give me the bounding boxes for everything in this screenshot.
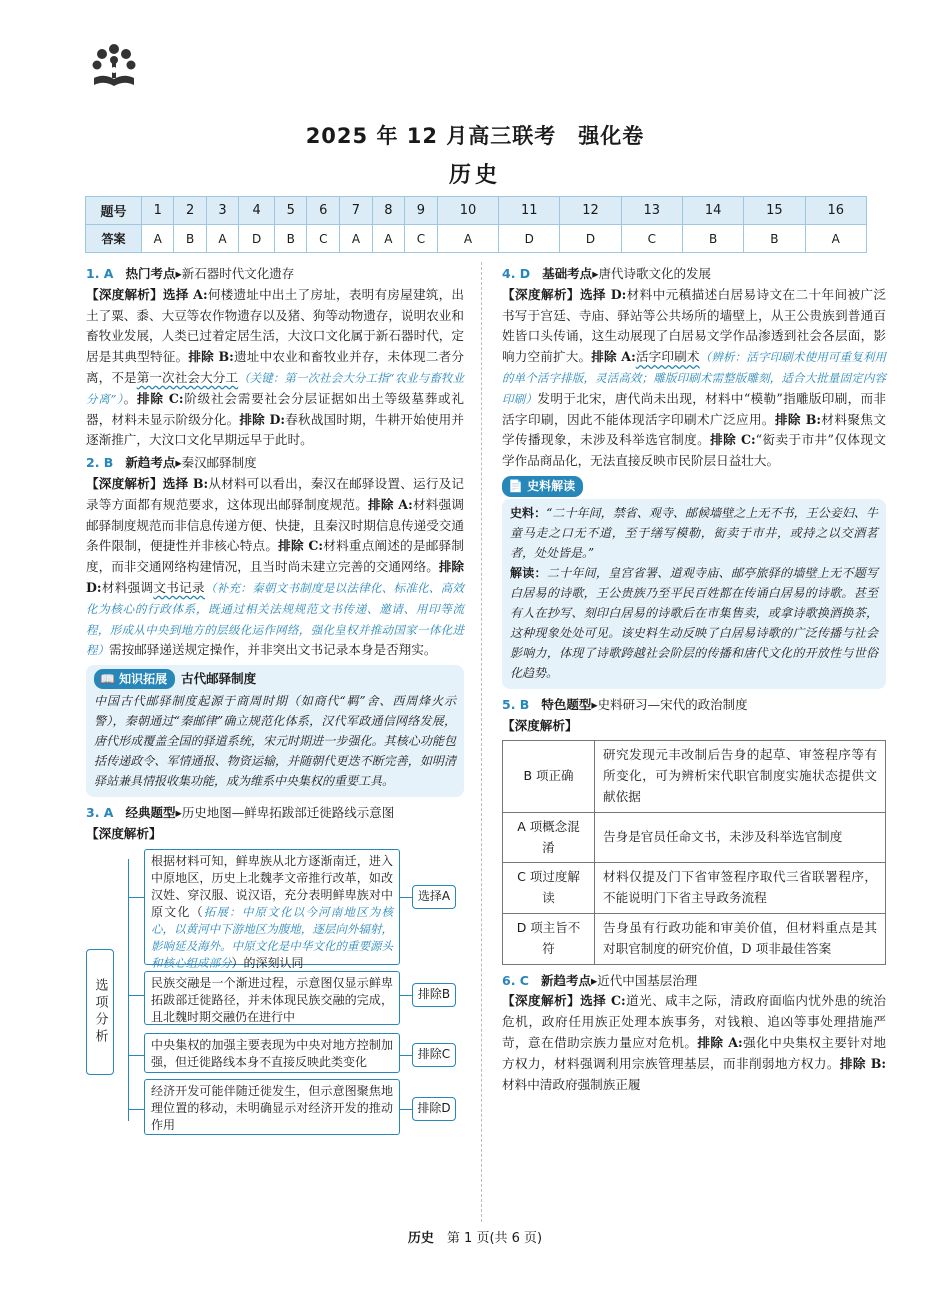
q1-tag: 热门考点 [125, 266, 176, 281]
q2-header [86, 453, 464, 474]
q2-text: 材料重点阐述的是邮驿制度，而非交通网络构建情况，且当时尚未建立完善的交通网络。 [86, 538, 465, 575]
exclude-b-tag: 排除B [412, 983, 456, 1007]
q5-header [502, 695, 886, 716]
choose-a-tag: 选择A [412, 885, 456, 909]
answer-cell: A [340, 225, 372, 253]
q1-text: 春秋战国时期，牛耕开始使用并逐渐推广，大汶口文化早期远早于此时。 [86, 411, 465, 448]
source-reading-tag-text: 史料解读 [527, 478, 576, 493]
answer-cell: B [744, 225, 805, 253]
question-number: 6 [307, 197, 340, 225]
question-number: 2 [174, 197, 206, 225]
q4-text: 发明于北宋，唐代尚未出现，材料中“模勒”指雕版印刷，而非活字印刷，因此不能体现活字印刷术广泛应用。 [502, 390, 886, 427]
q1-exclude-b: 排除 B: [188, 349, 234, 365]
left-column [86, 262, 464, 1141]
table-row [503, 863, 886, 914]
q4-text: 材料聚焦文学传播现象，未涉及科举选官制度。 [502, 411, 886, 448]
q2-keyword: 文书记录 [153, 579, 205, 595]
q4-keyword: 活字印刷术 [635, 349, 700, 365]
q3-label: 【深度解析】 [86, 825, 162, 841]
answer-table-answer-row [86, 225, 867, 253]
source-interpretation [510, 563, 878, 683]
q6-analysis [502, 991, 886, 1095]
q6-exclude-a: 排除 A: [697, 1034, 743, 1050]
table-row [503, 741, 886, 812]
answer-cell: B [174, 225, 206, 253]
diagram-branch [128, 1109, 144, 1110]
right-column [502, 262, 886, 1095]
q1-number: 1. A [86, 266, 114, 281]
interpretation-text: 二十年间，皇宫省署、道观寺庙、邮亭旅驿的墙壁上无不题写白居易的诗歌，王公贵族乃至平民百姓都在传诵白居易的诗歌。甚至有人在抄写、刻印白居易的诗歌后在市集售卖，或拿诗歌换酒换茶，这种现象处处可见。该史料生动反映了白居易诗歌的广泛传播与社会影响力，体现了诗歌跨越社会阶层的传播和唐代文化的开放性与世俗化趋势。 [510, 565, 878, 680]
answer-cell: D [239, 225, 275, 253]
arrow-right-icon: ▸ [590, 972, 598, 988]
diagram-branch [128, 1055, 144, 1056]
answer-cell: D [560, 225, 621, 253]
option-a-box [144, 849, 400, 970]
exclude-d-tag: 排除D [412, 1097, 456, 1121]
q1-exclude-d: 排除 D: [239, 411, 286, 427]
answer-cell: A [437, 225, 498, 253]
answer-cell: A [206, 225, 238, 253]
q4-number: 4. D [502, 266, 531, 281]
option-analysis-label: 选项分析 [86, 949, 114, 1075]
table-row [503, 812, 886, 863]
option-key: A 项概念混淆 [503, 812, 595, 863]
source-label: 史料： [510, 505, 547, 520]
row-header-number: 题号 [86, 197, 142, 225]
q2-text: 需按邮驿递送规定操作，并非突出文书记录本身是否翔实。 [109, 642, 437, 658]
arrow-right-icon: ▸ [591, 696, 598, 712]
option-explanation: 研究发现元丰改制后告身的起草、审签程序等有所变化，可为辨析宋代职官制度实施状态提供文献依据 [595, 741, 886, 812]
page-footer [0, 1227, 950, 1246]
page-title: 2025 年 12 月高三联考 强化卷 [305, 124, 645, 148]
q5-tag: 特色题型 [541, 696, 592, 712]
q3-topic: 历史地图—鲜卑拓跋部迁徙路线示意图 [181, 805, 395, 821]
q1-topic: 新石器时代文化遗存 [181, 266, 295, 281]
footer-subject: 历史 [407, 1231, 434, 1246]
source-reading-header [502, 476, 886, 497]
arrow-right-icon: ▸ [175, 805, 182, 821]
option-key: B 项正确 [503, 741, 595, 812]
q6-choice: 选择 C: [580, 993, 626, 1009]
question-number: 15 [744, 197, 805, 225]
option-c-box: 中央集权的加强主要表现为中央对地方控制加强，但迁徙路线本身不直接反映此类变化 [144, 1033, 400, 1073]
connector-line [400, 995, 412, 996]
q1-note: （关键：第一次社会大分工指“农业与畜牧业分离”） [86, 370, 465, 406]
q3-header [86, 803, 464, 824]
q1-text: 。 [123, 390, 138, 406]
q3-tag: 经典题型 [125, 805, 176, 821]
knowledge-extension-tag [94, 669, 175, 689]
q2-analysis [86, 474, 464, 661]
exclude-c-tag: 排除C [412, 1043, 456, 1067]
q5-label: 【深度解析】 [502, 717, 578, 733]
question-number: 10 [437, 197, 498, 225]
column-divider [481, 262, 482, 1222]
q4-text: 材料中元稹描述白居易诗文在二十年间被广泛书写于宫廷、寺庙、驿站等公共场所的墙壁上，从王公贵族到普通百姓皆口头传诵，这生动展现了白居易文学作品渗透到社会各层面，影响力空前扩大。 [502, 286, 887, 365]
q4-choice: 选择 D: [579, 286, 627, 302]
source-reading-tag [502, 476, 583, 497]
q3-option-diagram [86, 849, 464, 1141]
answer-table-number-row [86, 197, 867, 225]
question-number: 3 [206, 197, 238, 225]
subject-title: 历史 [448, 163, 501, 188]
q1-label: 【深度解析】 [86, 286, 163, 302]
q6-header [502, 971, 886, 992]
knowledge-extension-title: 古代邮驿制度 [181, 671, 257, 687]
q2-text: 材料强调邮驿制度规范而非信息传递方便、快捷，且秦汉时期信息传递受交通条件限制，便捷性并非核心特点。 [86, 496, 464, 554]
q1-header [86, 264, 464, 285]
q1-choice: 选择 A: [162, 286, 208, 302]
q2-topic: 秦汉邮驿制度 [181, 455, 257, 471]
q4-exclude-a: 排除 A: [591, 349, 636, 365]
question-number: 4 [239, 197, 275, 225]
answer-cell: B [682, 225, 743, 253]
table-row [503, 913, 886, 964]
q1-text: 何楼遗址中出土了房址，表明有房屋建筑，出土了粟、黍、大豆等农作物遗存以及猪、狗等动物遗存，说明农业和畜牧业发展，人类已过着定居生活，大汶口文化属于新石器时代，定居是其典型特征。 [86, 286, 464, 365]
document-icon: 📄 [508, 478, 523, 493]
q2-exclude-d: 排除 D: [86, 559, 465, 595]
q6-number: 6. C [502, 972, 529, 988]
q4-exclude-c: 排除 C: [710, 432, 756, 448]
option-a-text: 根据材料可知，鲜卑族从北方逐渐南迁，进入中原地区，历史上北魏孝文帝推行改革，如改汉姓、穿汉服、说汉语，充分表明鲜卑族对中原文化（ [151, 853, 393, 919]
connector-line [400, 897, 412, 898]
q2-label: 【深度解析】 [86, 475, 163, 491]
q4-label: 【深度解析】 [502, 286, 580, 302]
q5-option-table [502, 740, 886, 964]
q6-tag: 新趋考点 [540, 972, 591, 988]
q6-text: 强化中央集权主要针对地方权力，材料强调利用宗族管理基层，而非削弱地方权力。 [502, 1034, 886, 1071]
question-number: 14 [682, 197, 743, 225]
answer-cell: C [405, 225, 438, 253]
option-explanation: 告身是官员任命文书，未涉及科举选官制度 [595, 812, 886, 863]
q2-note: （补充：秦朝文书制度是以法律化、标准化、高效化为核心的行政体系，既通过相关法规规范文书传递、邀请、用印等流程，形成从中央到地方的层级化运作网络，强化皇权并推动国家一体化进程） [86, 580, 465, 658]
question-number: 8 [372, 197, 404, 225]
connector-line [400, 1055, 412, 1056]
q4-note: （辨析：活字印刷术使用可重复利用的单个活字排版，灵活高效；雕版印刷术需整版雕刻，适合大批量固定内容印刷） [502, 350, 887, 406]
answer-cell: A [142, 225, 174, 253]
option-b-box: 民族交融是一个渐进过程，示意图仅显示鲜卑拓跋部迁徙路径，并未体现民族交融的完成，且北魏时期交融仍在进行中 [144, 971, 400, 1025]
option-key: D 项主旨不符 [503, 913, 595, 964]
q2-exclude-a: 排除 A: [368, 496, 413, 512]
question-number: 1 [142, 197, 174, 225]
answer-cell: C [621, 225, 682, 253]
arrow-right-icon: ▸ [175, 455, 182, 471]
q4-analysis [502, 285, 886, 472]
source-text: “二十年间，禁省、观寺、邮候墙壁之上无不书，王公妾妇、牛童马走之口无不道，至于缮写模勒，衒卖于市井，或持之以交酒茗者，处处皆是。” [510, 505, 878, 560]
q3-number: 3. A [86, 805, 114, 821]
q1-exclude-c: 排除 C: [137, 390, 184, 406]
diagram-branch [128, 995, 144, 996]
answer-cell: B [275, 225, 307, 253]
option-explanation: 告身虽有行政功能和审美价值，但材料重点是其对职官制度的研究价值，D 项非最佳答案 [595, 913, 886, 964]
question-number: 7 [340, 197, 372, 225]
option-a-text: ）的深刻认同 [231, 955, 304, 970]
tree-book-logo-icon [88, 40, 140, 92]
arrow-right-icon: ▸ [175, 266, 182, 281]
book-icon: 📖 [100, 672, 115, 687]
q5-topic: 史料研习—宋代的政治制度 [597, 696, 748, 712]
question-number: 5 [275, 197, 307, 225]
knowledge-extension-text: 中国古代邮驿制度起源于商周时期（如商代“羁”舍、西周烽火示警），秦朝通过“秦邮律”确立规范化体系，汉代军政通信网络发展，唐代形成覆盖全国的驿道系统，宋元时期进一步强化。其核心功能包括传递政令、军情通报、物资运输，并随朝代更迭不断完善，如明清驿站兼具情报收集功能，成为维系中央集权的重要工具。 [94, 694, 456, 789]
diagram-branch [128, 897, 144, 898]
answer-cell: C [307, 225, 340, 253]
question-number: 12 [560, 197, 621, 225]
answer-cell: A [805, 225, 866, 253]
q5-number: 5. B [502, 696, 530, 712]
q4-header [502, 264, 886, 285]
q6-label: 【深度解析】 [502, 993, 581, 1009]
q6-text: 材料中清政府强制族正履 [502, 1076, 641, 1092]
q2-text: 从材料可以看出，秦汉在邮驿设置、运行及记录等方面都有规范要求，这体现出邮驿制度规范。 [86, 475, 465, 512]
answer-table [85, 196, 867, 253]
connector-line [400, 1109, 412, 1110]
question-number: 13 [621, 197, 682, 225]
interpretation-label: 解读： [510, 565, 547, 580]
option-a-note: 拓展：中原文化以今河南地区为核心，以黄河中下游地区为腹地，逐层向外辐射，影响延及海外。中原文化是中华文化的重要源头和核心组成部分 [151, 904, 393, 970]
q6-exclude-b: 排除 B: [839, 1055, 886, 1071]
arrow-right-icon: ▸ [592, 266, 599, 281]
question-number: 9 [405, 197, 438, 225]
knowledge-extension-tag-text: 知识拓展 [119, 672, 168, 687]
q1-analysis [86, 285, 464, 451]
q6-text: 道光、咸丰之际，清政府面临内忧外患的统治危机，政府任用族正处理本族事务，对钱粮、追凶等事处理措施严苛，意在借助宗族力量应对危机。 [502, 993, 887, 1050]
q2-choice: 选择 B: [162, 475, 209, 491]
option-explanation: 材料仅提及门下省审签程序取代三省联署程序，不能说明门下省主导政务流程 [595, 863, 886, 914]
q1-text: 遗址中农业和畜牧业并存，未体现二者分离，不是 [86, 349, 465, 385]
question-number: 16 [805, 197, 866, 225]
diagram-spine [128, 859, 144, 1121]
q1-keyword: 第一次社会大分工 [136, 369, 239, 385]
answer-cell: A [372, 225, 404, 253]
knowledge-extension-box [86, 665, 464, 797]
q2-number: 2. B [86, 455, 114, 471]
option-key: C 项过度解读 [503, 863, 595, 914]
q4-topic: 唐代诗歌文化的发展 [598, 266, 711, 281]
source-reading-box [502, 499, 886, 689]
answer-cell: D [499, 225, 560, 253]
q2-tag: 新趋考点 [125, 455, 176, 471]
question-number: 11 [499, 197, 560, 225]
q2-exclude-c: 排除 C: [278, 538, 324, 554]
q2-text: 材料强调 [101, 579, 154, 595]
row-header-answer: 答案 [86, 225, 142, 253]
q1-text: 阶级社会需要社会分层证据如出土等级墓葬或礼器，材料未显示阶级分化。 [86, 390, 464, 427]
page-number: 第 1 页(共 6 页) [446, 1231, 543, 1246]
q4-text: “衒卖于市井”仅体现文学作品商品化，无法直接反映市民阶层日益壮大。 [502, 432, 887, 469]
source-quote [510, 503, 878, 563]
q4-exclude-b: 排除 B: [774, 411, 822, 427]
q6-topic: 近代中国基层治理 [597, 972, 698, 988]
knowledge-extension-header [94, 669, 456, 689]
q4-tag: 基础考点 [542, 266, 593, 281]
option-d-box: 经济开发可能伴随迁徙发生，但示意图聚焦地理位置的移动，未明确显示对经济开发的推动作用 [144, 1079, 400, 1135]
